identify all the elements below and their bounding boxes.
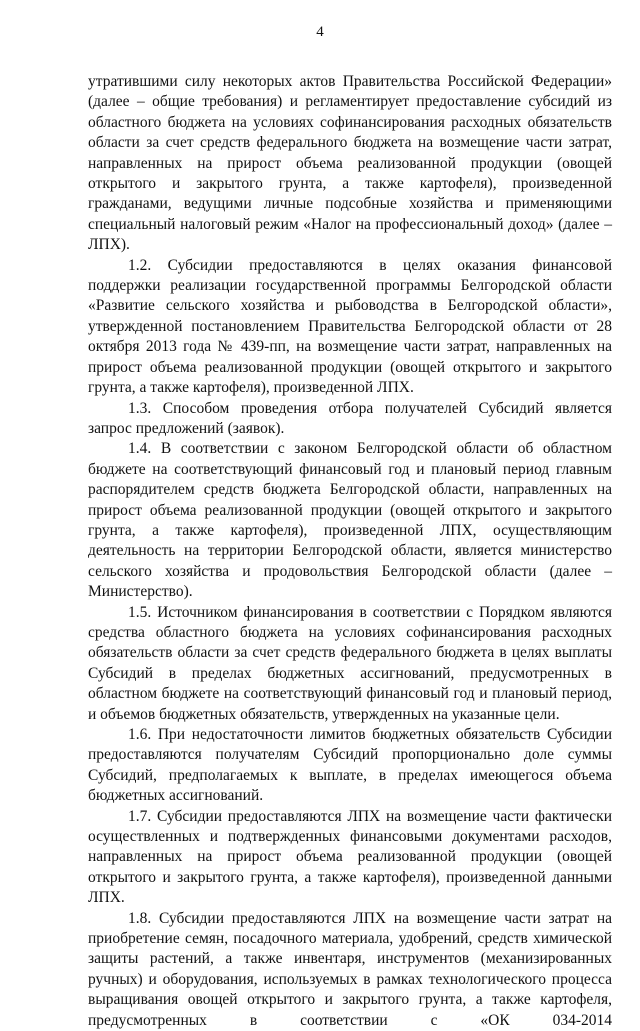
paragraph-continuation: утратившими силу некоторых актов Правительства Российской Федерации» (далее – общие требования) и регламентирует предоставление субсидий из областного бюджета на условиях софинансирования расходных обязательств области за счет средств федерального бюджета на возмещение части затрат, направленных на прирост объема реализованной продукции (овощей открытого и закрытого грунта, а также картофеля), произведенной гражданами, ведущими личные подсобные хозяйства и применяющими специальный налоговый режим «Налог на профессиональный доход» (далее – ЛПХ). bbox=[88, 73, 612, 254]
paragraph-1-5: 1.5. Источником финансирования в соответствии с Порядком являются средства областного бюджета на условиях софинансирования расходных обязательств области за счет средств федерального бюджета в целях выплаты Субсидий в пределах бюджетных ассигнований, предусмотренных в областном бюджете на соответствующий финансовый год и плановый период, и объемов бюджетных обязательств, утвержденных на указанные цели. bbox=[88, 603, 612, 723]
paragraph-1-7: 1.7. Субсидии предоставляются ЛПХ на возмещение части фактически осуществленных и подтвержденных финансовыми документами расходов, направленных на прирост объема реализованной продукции (овощей открытого и закрытого грунта, а также картофеля), произведенной данными ЛПХ. bbox=[88, 807, 612, 907]
paragraph-1-2: 1.2. Субсидии предоставляются в целях оказания финансовой поддержки реализации государственной программы Белгородской области «Развитие сельского хозяйства и рыбоводства в Белгородской области», утвержденной постановлением Правительства Белгородской области от 28 октября 2013 года № 439-пп, на возмещение части затрат, направленных на прирост объема реализованной продукции (овощей открытого и закрытого грунта, а также картофеля), произведенной ЛПХ. bbox=[88, 256, 612, 397]
paragraph-1-3: 1.3. Способом проведения отбора получателей Субсидий является запрос предложений (заявок). bbox=[88, 399, 612, 437]
paragraph-1-4: 1.4. В соответствии с законом Белгородской области об областном бюджете на соответствующий финансовый год и плановый период главным распорядителем средств бюджета Белгородской области, направленных на прирост объема реализованной продукции (овощей открытого и закрытого грунта, а также картофеля), произведенной ЛПХ, осуществляющим деятельность на территории Белгородской области, является министерство сельского хозяйства и продовольствия Белгородской области (далее – Министерство). bbox=[88, 440, 612, 601]
document-body bbox=[88, 72, 612, 1031]
paragraph-1-6: 1.6. При недостаточности лимитов бюджетных обязательств Субсидии предоставляются получателям Субсидий пропорционально доле суммы Субсидий, предполагаемых к выплате, в пределах имеющегося объема бюджетных ассигнований. bbox=[88, 726, 612, 805]
page-number: 4 bbox=[316, 24, 324, 40]
paragraph-1-8: 1.8. Субсидии предоставляются ЛПХ на возмещение части затрат на приобретение семян, посадочного материала, удобрений, средств химической защиты растений, а также инвентаря, инструментов (механизированных ручных) и оборудования, используемых в рамках технологического процесса выращивания овощей открытого и закрытого грунта, а также картофеля, предусмотренных в соответствии с «ОК 034-2014 bbox=[88, 909, 612, 1029]
